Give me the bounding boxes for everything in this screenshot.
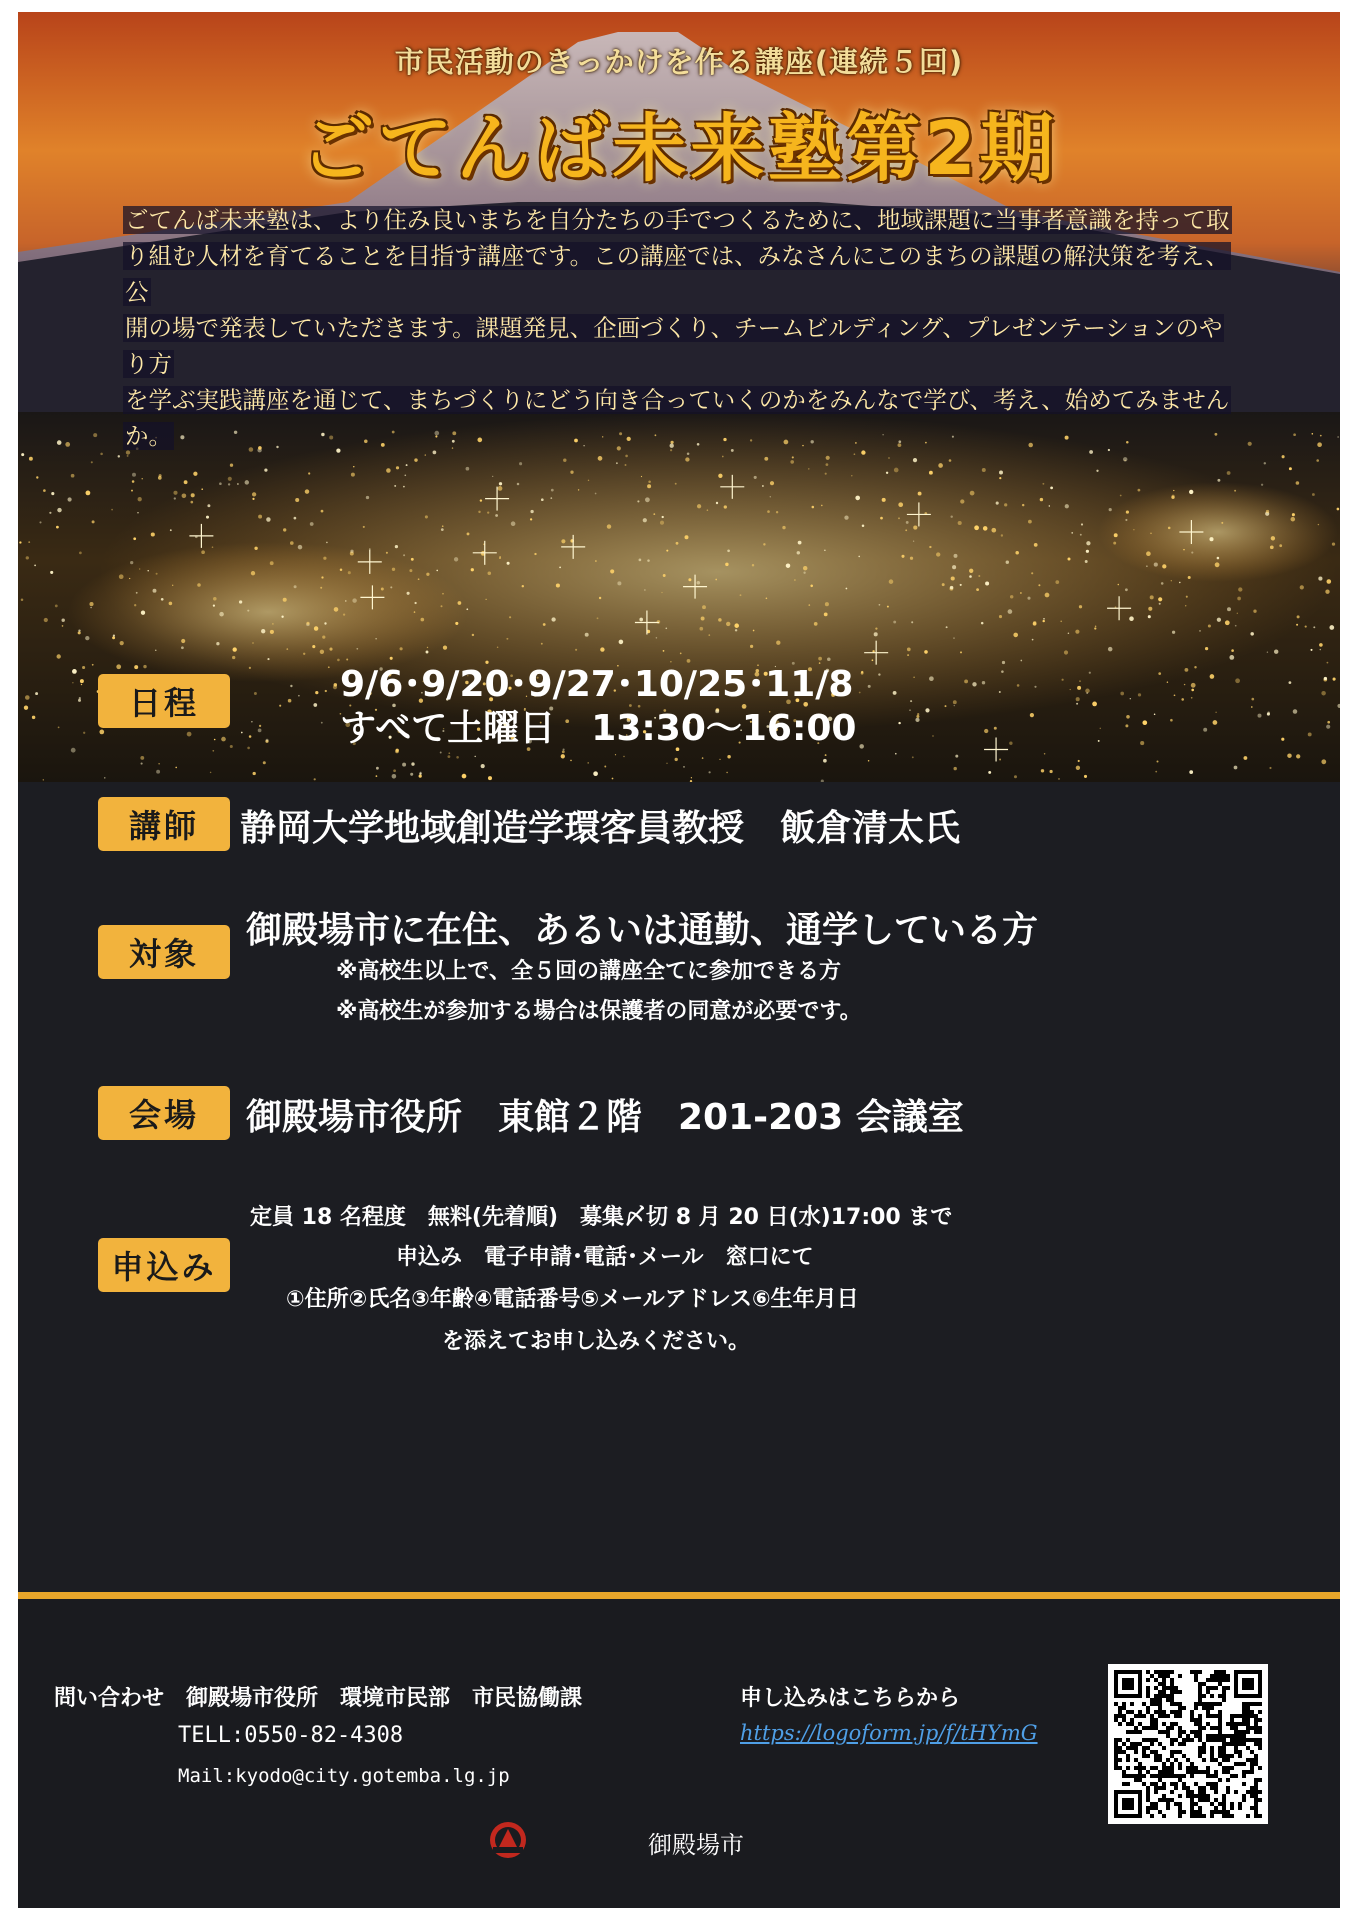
apply-here-label: 申し込みはこちらから [740, 1686, 961, 1711]
intro-line: 開の場で発表していただきます。課題発見、企画づくり、チームビルディング、プレゼンテーションのやり方 [125, 314, 1223, 378]
page-title: ごてんば未来塾第2期 [300, 106, 1058, 192]
intro-line: り組む人材を育てることを目指す講座です。この講座では、みなさんにこのまちの課題の解決策を考え、公 [125, 242, 1230, 306]
intro-line: を学ぶ実践講座を通じて、まちづくりにどう向き合っていくのかをみんなで学び、考え、始めてみませんか。 [125, 386, 1230, 450]
target-label: 対象 [98, 925, 230, 979]
tel-line: TELL:0550-82-4308 [178, 1723, 404, 1748]
schedule-label: 日程 [98, 674, 230, 728]
lecturer-value: 静岡大学地域創造学環客員教授 飯倉清太氏 [240, 808, 961, 849]
apply-line-4: を添えてお申し込みください。 [442, 1329, 751, 1354]
schedule-dates: 9/6･9/20･9/27･10/25･11/8 [340, 664, 854, 705]
qr-code-graphic [1114, 1670, 1262, 1818]
subtitle: 市民活動のきっかけを作る講座(連続５回) [394, 45, 964, 79]
target-note-2: ※高校生が参加する場合は保護者の同意が必要です。 [336, 999, 862, 1024]
intro-line: ごてんば未来塾は、より住み良いまちを自分たちの手でつくるために、地域課題に当事者意識を持って取 [125, 206, 1230, 234]
intro-paragraph [123, 202, 1243, 454]
apply-label: 申込み [98, 1238, 230, 1292]
contact-line: 問い合わせ 御殿場市役所 環境市民部 市民協働課 [54, 1686, 583, 1711]
flyer [18, 12, 1340, 1908]
apply-line-3: ①住所②氏名③年齢④電話番号⑤メールアドレス⑥生年月日 [286, 1287, 859, 1312]
apply-line-2: 申込み 電子申請･電話･メール 窓口にて [396, 1245, 814, 1270]
city-name: 御殿場市 [648, 1831, 744, 1859]
target-value: 御殿場市に在住、あるいは通勤、通学している方 [246, 910, 1039, 951]
schedule-time: すべて土曜日 13:30～16:00 [340, 708, 857, 749]
mail-line: Mail:kyodo@city.gotemba.lg.jp [178, 1765, 510, 1787]
apply-line-1: 定員 18 名程度 無料(先着順) 募集〆切 8 月 20 日(水)17:00 まで [250, 1205, 953, 1230]
gotemba-city-logo-icon [488, 1820, 528, 1860]
footer-divider [18, 1592, 1340, 1599]
qr-code-icon[interactable] [1108, 1664, 1268, 1824]
target-note-1: ※高校生以上で、全５回の講座全てに参加できる方 [336, 959, 841, 984]
venue-value: 御殿場市役所 東館２階 201-203 会議室 [246, 1097, 964, 1138]
apply-url-link[interactable]: https://logoform.jp/f/tHYmG [740, 1721, 1038, 1745]
venue-label: 会場 [98, 1086, 230, 1140]
lecturer-label: 講師 [98, 797, 230, 851]
